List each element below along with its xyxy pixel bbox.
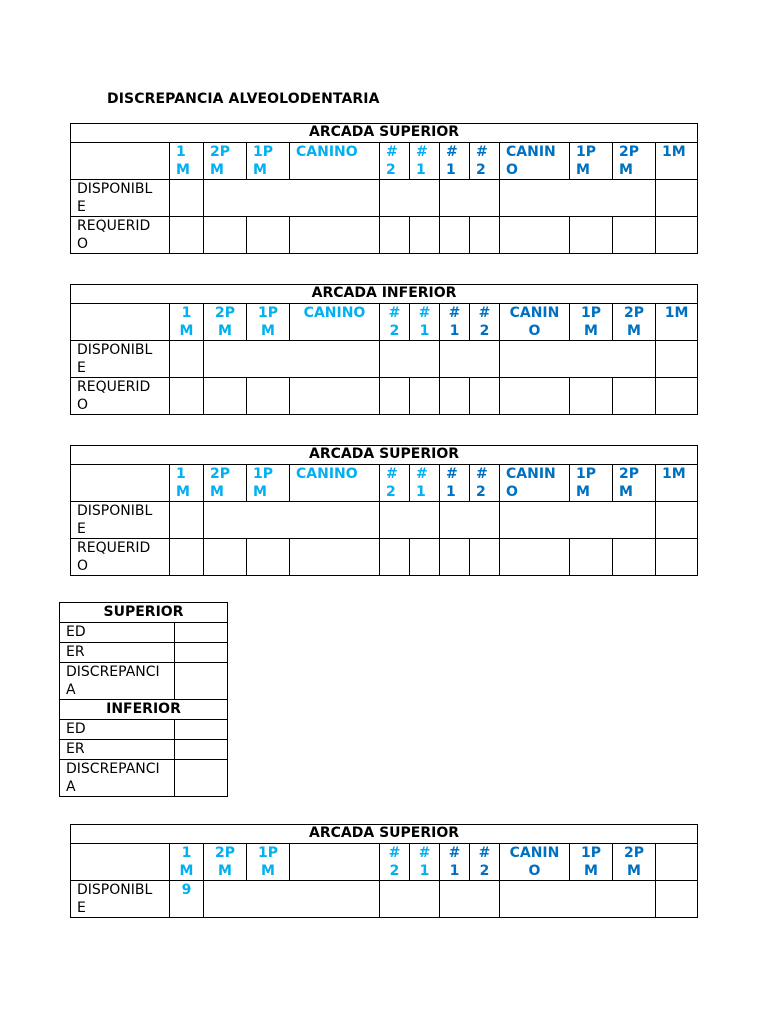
tooth-column-header xyxy=(170,844,204,881)
tooth-column-header xyxy=(470,465,500,502)
summary-section-heading: SUPERIOR xyxy=(60,603,228,623)
tooth-column-header xyxy=(570,304,613,341)
tooth-column-label: 1P M xyxy=(580,845,601,879)
tooth-column-label: # 1 xyxy=(446,466,458,500)
value-cell[interactable] xyxy=(656,502,698,539)
summary-row-label: ED xyxy=(60,720,175,740)
value-cell[interactable] xyxy=(170,539,204,576)
value-cell[interactable] xyxy=(247,539,290,576)
value-cell[interactable] xyxy=(500,502,656,539)
value-cell[interactable] xyxy=(204,378,247,415)
value-cell[interactable] xyxy=(247,378,290,415)
value-cell[interactable] xyxy=(410,539,440,576)
document-title: DISCREPANCIA ALVEOLODENTARIA xyxy=(107,91,380,107)
tooth-column-header xyxy=(247,304,290,341)
tooth-column-label: CANIN O xyxy=(509,845,560,879)
tooth-column-header xyxy=(440,465,470,502)
value-cell[interactable] xyxy=(440,378,470,415)
value-cell[interactable] xyxy=(410,217,440,254)
value-cell[interactable] xyxy=(440,217,470,254)
summary-row-label: DISCREPANCI A xyxy=(60,663,175,700)
tooth-column-header xyxy=(290,304,380,341)
value-cell[interactable] xyxy=(440,502,500,539)
tooth-column-header xyxy=(410,465,440,502)
summary-row-label: ED xyxy=(60,623,175,643)
tooth-column-header xyxy=(613,304,656,341)
tooth-column-header xyxy=(656,465,698,502)
value-cell[interactable] xyxy=(500,217,570,254)
row-label: REQUERID O xyxy=(71,378,170,415)
tooth-column-header xyxy=(170,465,204,502)
tooth-column-label: CANINO xyxy=(296,466,358,482)
value-cell[interactable] xyxy=(470,217,500,254)
value-cell[interactable] xyxy=(570,539,613,576)
tooth-column-header xyxy=(613,465,656,502)
arch-heading: ARCADA SUPERIOR xyxy=(71,446,698,465)
value-cell[interactable] xyxy=(204,502,380,539)
tooth-column-label: 1 M xyxy=(179,845,194,879)
value-cell[interactable] xyxy=(613,217,656,254)
row-label: DISPONIBL E xyxy=(71,502,170,539)
tooth-column-header xyxy=(170,143,204,180)
tooth-column-header xyxy=(380,143,410,180)
value-cell[interactable] xyxy=(170,502,204,539)
cell-value: 9 xyxy=(181,882,192,898)
tooth-column-header xyxy=(204,143,247,180)
tooth-column-header xyxy=(410,143,440,180)
row-label: DISPONIBL E xyxy=(71,341,170,378)
tooth-column-header xyxy=(290,143,380,180)
tooth-column-header xyxy=(247,465,290,502)
tooth-column-header xyxy=(500,143,570,180)
tooth-column-header xyxy=(613,143,656,180)
summary-value-cell[interactable] xyxy=(174,760,227,797)
tooth-column-label: # 1 xyxy=(416,144,428,178)
tooth-column-label: 1P M xyxy=(257,845,278,879)
summary-row-label: DISCREPANCI A xyxy=(60,760,175,797)
tooth-column-label: 2P M xyxy=(619,144,640,178)
tooth-column-label: CANIN O xyxy=(509,305,560,339)
value-cell[interactable] xyxy=(500,378,570,415)
tooth-column-header xyxy=(410,304,440,341)
tooth-column-header xyxy=(290,465,380,502)
value-cell[interactable] xyxy=(500,341,656,378)
value-cell[interactable] xyxy=(290,539,380,576)
corner-cell xyxy=(71,143,170,180)
tooth-column-label: # 1 xyxy=(446,144,458,178)
value-cell[interactable] xyxy=(204,341,380,378)
tooth-column-label: # 2 xyxy=(386,144,398,178)
tooth-column-header xyxy=(440,844,470,881)
value-cell[interactable] xyxy=(170,180,204,217)
tooth-column-label: 2P M xyxy=(619,466,640,500)
tooth-column-header xyxy=(204,844,247,881)
value-cell[interactable] xyxy=(440,180,500,217)
arch-table xyxy=(70,445,698,576)
summary-value-cell[interactable] xyxy=(174,740,227,760)
tooth-column-header xyxy=(380,304,410,341)
value-cell[interactable] xyxy=(290,378,380,415)
tooth-column-label: # 2 xyxy=(476,144,488,178)
tooth-column-header xyxy=(570,143,613,180)
value-cell[interactable] xyxy=(440,341,500,378)
row-label: DISPONIBL E xyxy=(71,881,170,918)
tooth-column-header xyxy=(440,143,470,180)
summary-row-label: ER xyxy=(60,643,175,663)
tooth-column-header xyxy=(656,844,698,881)
tooth-column-label: # 2 xyxy=(388,305,401,339)
tooth-column-label: 2P M xyxy=(210,466,231,500)
value-cell[interactable] xyxy=(613,378,656,415)
tooth-column-label: # 2 xyxy=(388,845,401,879)
value-cell[interactable] xyxy=(380,341,440,378)
value-cell[interactable] xyxy=(656,341,698,378)
tooth-column-label: 1M xyxy=(662,466,686,482)
value-cell[interactable] xyxy=(170,378,204,415)
tooth-column-label: 1 M xyxy=(176,466,190,500)
tooth-column-header xyxy=(470,304,500,341)
tooth-column-label: 1P M xyxy=(576,144,597,178)
value-cell[interactable] xyxy=(500,539,570,576)
arch-table xyxy=(70,123,698,254)
tooth-column-label: # 2 xyxy=(386,466,398,500)
tooth-column-header xyxy=(500,304,570,341)
row-label: DISPONIBL E xyxy=(71,180,170,217)
tooth-column-header xyxy=(170,304,204,341)
tooth-column-label: CANINO xyxy=(296,144,358,160)
summary-value-cell[interactable] xyxy=(174,663,227,700)
tooth-column-header xyxy=(380,844,410,881)
corner-cell xyxy=(71,465,170,502)
tooth-column-header xyxy=(410,844,440,881)
value-cell[interactable] xyxy=(247,217,290,254)
tooth-column-header xyxy=(500,465,570,502)
summary-value-cell[interactable] xyxy=(174,720,227,740)
tooth-column-label: CANIN O xyxy=(506,144,556,178)
value-cell[interactable] xyxy=(500,881,656,918)
value-cell[interactable] xyxy=(380,180,440,217)
tooth-column-header xyxy=(440,304,470,341)
tooth-column-label: # 1 xyxy=(448,845,461,879)
value-cell[interactable] xyxy=(500,180,656,217)
tooth-column-label: # 2 xyxy=(476,466,488,500)
value-cell[interactable] xyxy=(204,180,380,217)
value-cell[interactable] xyxy=(204,881,380,918)
tooth-column-header xyxy=(470,844,500,881)
tooth-column-label: # 2 xyxy=(478,305,491,339)
tooth-column-label: 1P M xyxy=(253,144,274,178)
value-cell[interactable] xyxy=(613,539,656,576)
arch-heading: ARCADA SUPERIOR xyxy=(71,124,698,143)
tooth-column-label: # 2 xyxy=(478,845,491,879)
tooth-column-label: 1P M xyxy=(257,305,278,339)
tooth-column-header xyxy=(570,465,613,502)
value-cell[interactable] xyxy=(656,539,698,576)
value-cell[interactable] xyxy=(570,378,613,415)
tooth-column-label: 1M xyxy=(664,305,689,321)
tooth-column-label: 2P M xyxy=(623,845,644,879)
value-cell[interactable] xyxy=(380,378,410,415)
tooth-column-label: # 1 xyxy=(418,845,431,879)
arch-heading: ARCADA INFERIOR xyxy=(71,285,698,304)
arch-table xyxy=(70,824,698,918)
tooth-column-label: 2P M xyxy=(623,305,644,339)
tooth-column-label: 2P M xyxy=(210,144,231,178)
tooth-column-label: 1M xyxy=(662,144,686,160)
tooth-column-label: 1P M xyxy=(253,466,274,500)
value-cell[interactable] xyxy=(170,341,204,378)
tooth-column-label: 1P M xyxy=(576,466,597,500)
value-cell[interactable] xyxy=(380,881,440,918)
value-cell[interactable] xyxy=(440,881,500,918)
tooth-column-label: 1P M xyxy=(580,305,601,339)
summary-section-heading: INFERIOR xyxy=(60,700,228,720)
arch-heading: ARCADA SUPERIOR xyxy=(71,825,698,844)
tooth-column-label: # 1 xyxy=(448,305,461,339)
summary-row-label: ER xyxy=(60,740,175,760)
value-cell[interactable] xyxy=(380,539,410,576)
value-cell[interactable] xyxy=(656,378,698,415)
arch-table xyxy=(70,284,698,415)
tooth-column-header xyxy=(570,844,613,881)
discrepancy-summary-table xyxy=(59,602,228,797)
tooth-column-header xyxy=(204,465,247,502)
value-cell[interactable] xyxy=(656,180,698,217)
tooth-column-label: 1 M xyxy=(176,144,190,178)
tooth-column-label: 2P M xyxy=(214,305,235,339)
value-cell[interactable] xyxy=(380,217,410,254)
row-label: REQUERID O xyxy=(71,217,170,254)
corner-cell xyxy=(71,304,170,341)
value-cell[interactable] xyxy=(656,217,698,254)
value-cell[interactable] xyxy=(204,217,247,254)
tooth-column-header xyxy=(204,304,247,341)
value-cell[interactable] xyxy=(470,378,500,415)
value-cell[interactable] xyxy=(170,217,204,254)
tooth-column-label: CANINO xyxy=(303,305,366,321)
tooth-column-label: 1 M xyxy=(179,305,194,339)
tooth-column-header xyxy=(380,465,410,502)
tooth-column-header xyxy=(247,143,290,180)
summary-value-cell[interactable] xyxy=(174,643,227,663)
value-cell[interactable] xyxy=(170,881,204,918)
tooth-column-label: 2P M xyxy=(214,845,235,879)
tooth-column-header xyxy=(470,143,500,180)
tooth-column-label: CANIN O xyxy=(506,466,556,500)
tooth-column-header xyxy=(500,844,570,881)
value-cell[interactable] xyxy=(290,217,380,254)
value-cell[interactable] xyxy=(410,378,440,415)
value-cell[interactable] xyxy=(470,539,500,576)
row-label: REQUERID O xyxy=(71,539,170,576)
corner-cell xyxy=(71,844,170,881)
value-cell[interactable] xyxy=(204,539,247,576)
value-cell[interactable] xyxy=(656,881,698,918)
tooth-column-header xyxy=(247,844,290,881)
summary-value-cell[interactable] xyxy=(174,623,227,643)
tooth-column-header xyxy=(656,143,698,180)
tooth-column-label: # 1 xyxy=(418,305,431,339)
value-cell[interactable] xyxy=(440,539,470,576)
tooth-column-header xyxy=(656,304,698,341)
tooth-column-label: # 1 xyxy=(416,466,428,500)
tooth-column-header xyxy=(290,844,380,881)
value-cell[interactable] xyxy=(380,502,440,539)
tooth-column-header xyxy=(613,844,656,881)
value-cell[interactable] xyxy=(570,217,613,254)
